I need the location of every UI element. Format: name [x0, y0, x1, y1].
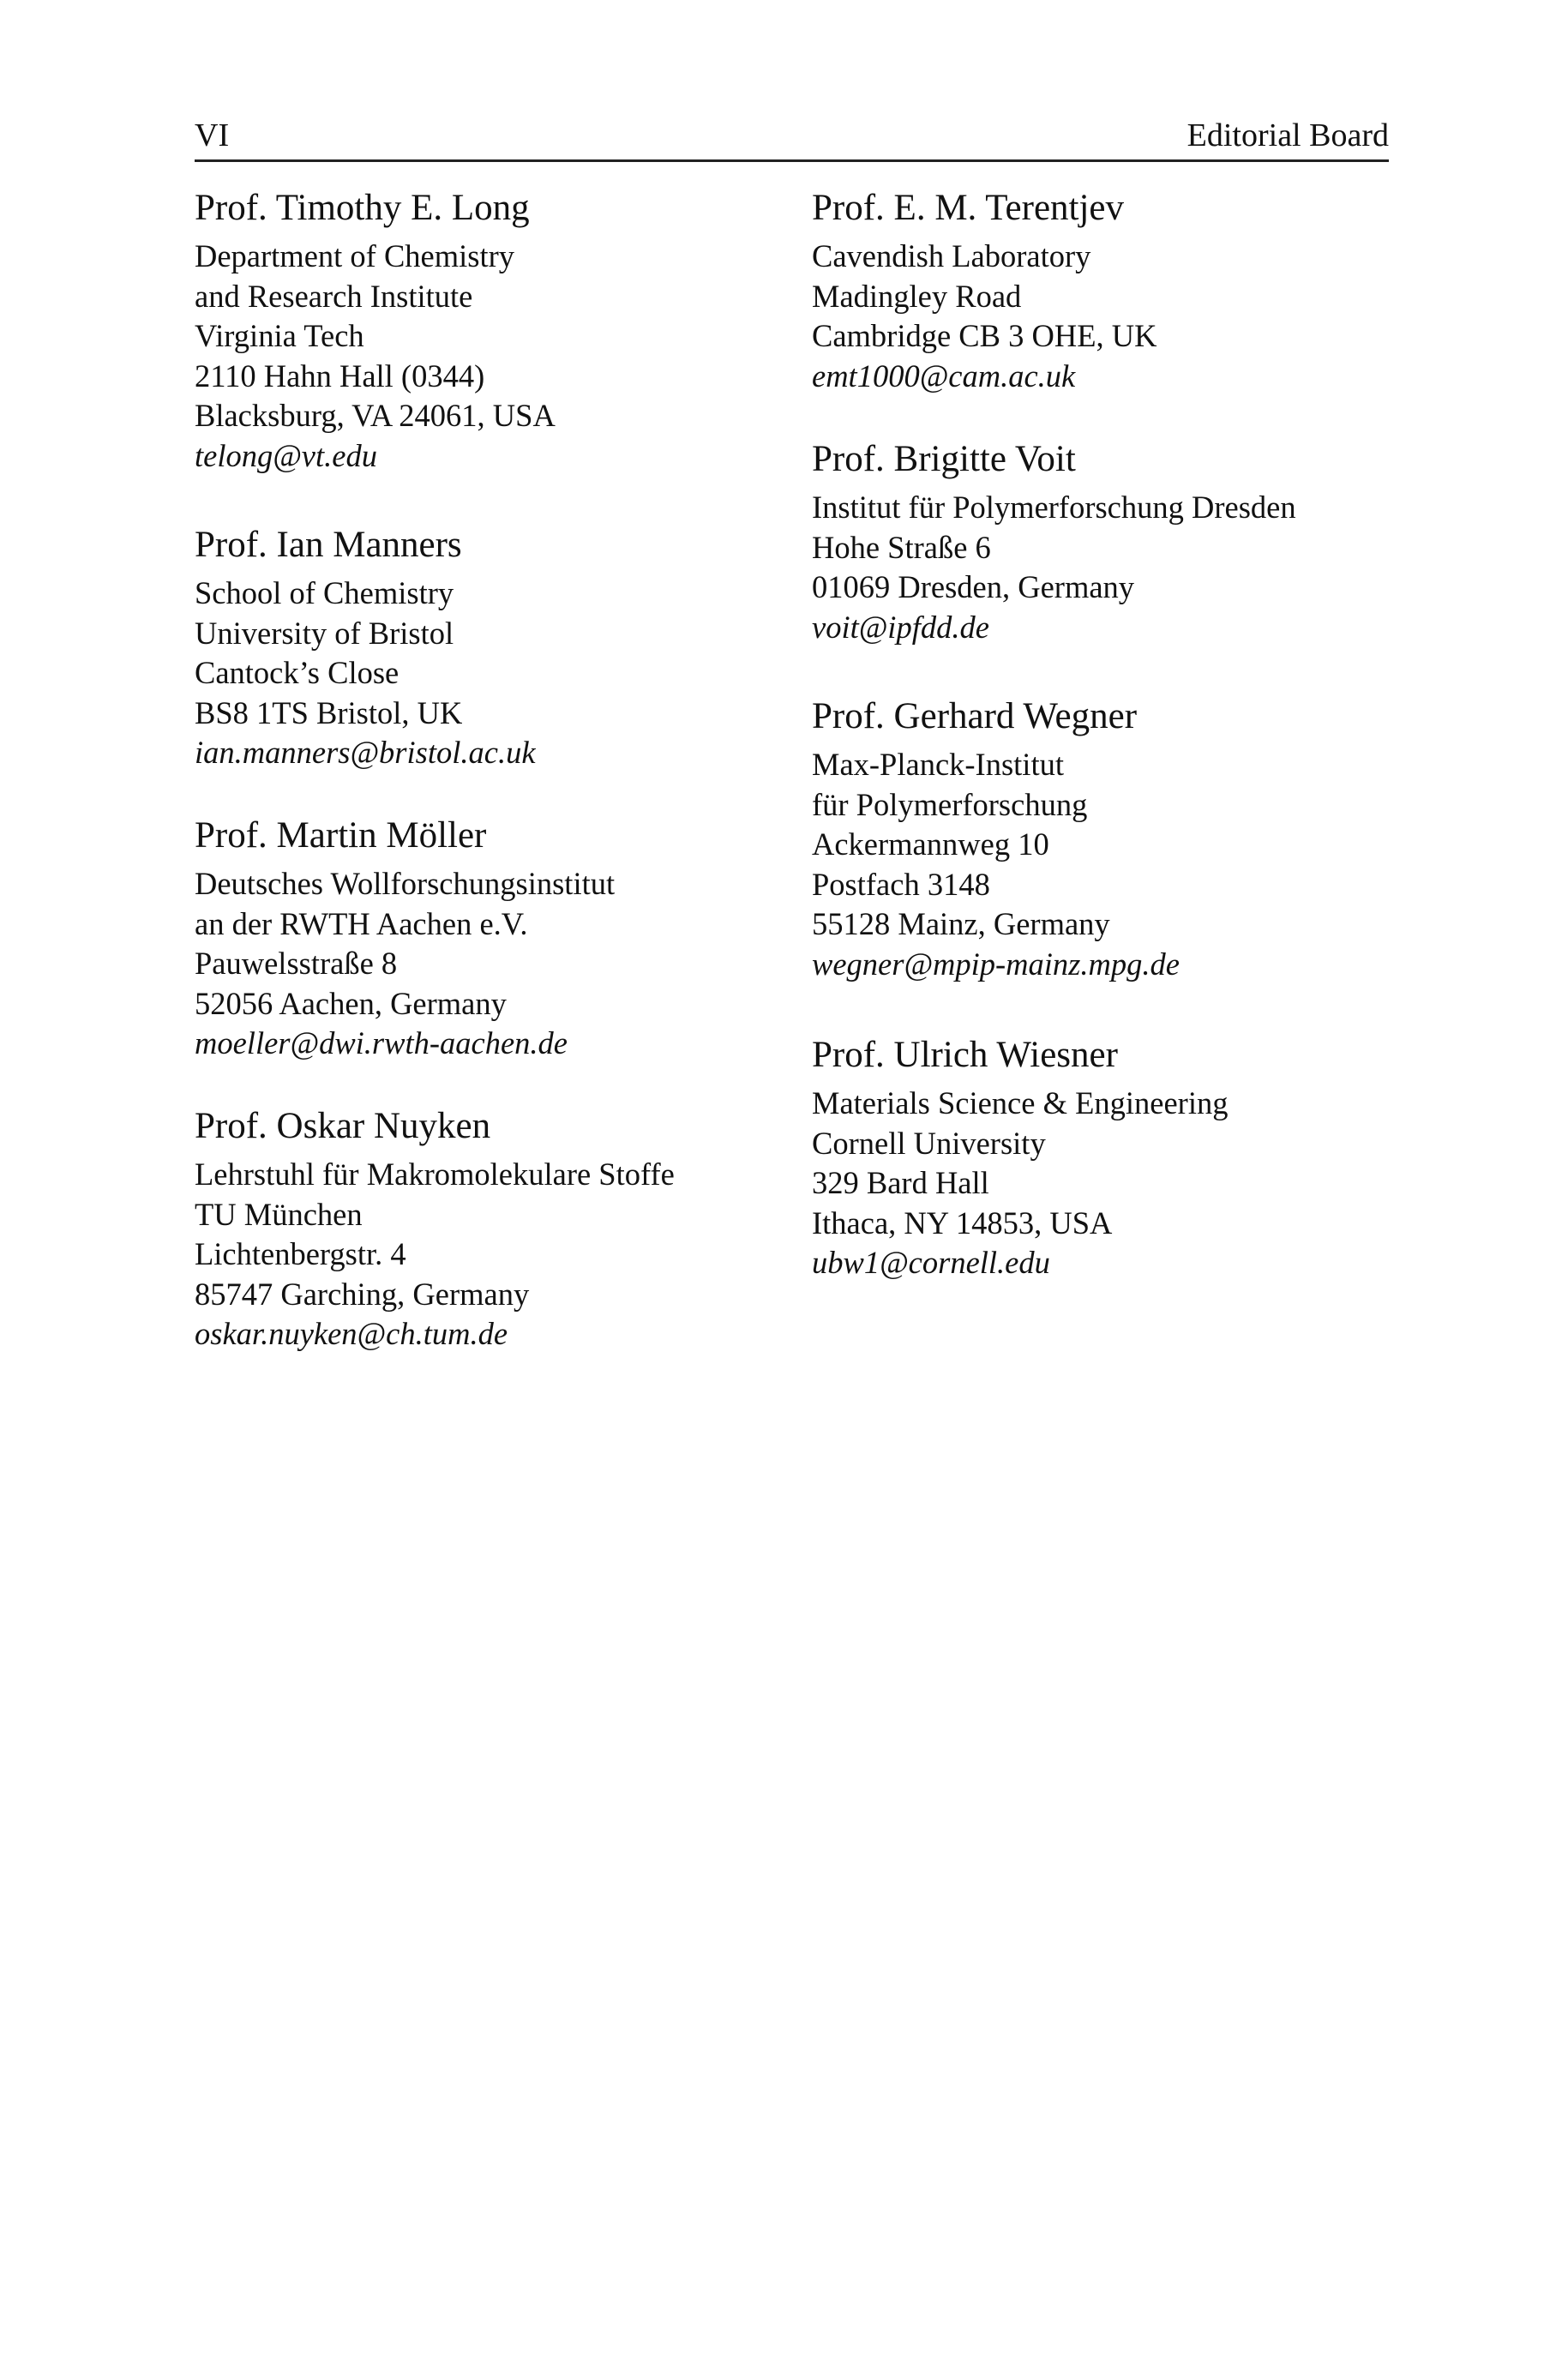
- address-line: Postfach 3148: [812, 866, 990, 902]
- address-line: 2110 Hahn Hall (0344): [195, 357, 485, 393]
- address-line: Institut für Polymerforschung Dresden: [812, 490, 1296, 525]
- address-line: TU München: [195, 1196, 363, 1232]
- editor-entry: [812, 1029, 1412, 1283]
- address-line: Hohe Straße 6: [812, 529, 991, 565]
- editor-email: voit@ipfdd.de: [812, 609, 989, 645]
- address-line: Materials Science & Engineering: [812, 1085, 1229, 1120]
- address-line: Blacksburg, VA 24061, USA: [195, 398, 556, 433]
- editor-name: Prof. E. M. Terentjev: [812, 188, 1125, 228]
- editor-name: Prof. Ian Manners: [195, 525, 462, 565]
- address-line: 52056 Aachen, Germany: [195, 985, 507, 1021]
- address-line: 55128 Mainz, Germany: [812, 906, 1110, 941]
- address-line: Lehrstuhl für Makromolekulare Stoffe: [195, 1156, 675, 1192]
- editor-entry: [195, 182, 795, 476]
- address-line: Madingley Road: [812, 278, 1022, 314]
- editor-email: ubw1@cornell.edu: [812, 1245, 1050, 1280]
- address-line: Department of Chemistry: [195, 238, 515, 273]
- editor-entry: [195, 1100, 795, 1355]
- editor-entry: [195, 809, 795, 1064]
- address-line: Max-Planck-Institut: [812, 747, 1064, 782]
- address-line: Cornell University: [812, 1125, 1046, 1161]
- address-line: 01069 Dresden, Germany: [812, 569, 1135, 604]
- editor-name: Prof. Oskar Nuyken: [195, 1106, 491, 1146]
- editor-entry: [195, 519, 795, 773]
- editor-entry: [812, 433, 1412, 647]
- address-line: Pauwelsstraße 8: [195, 946, 398, 981]
- address-line: 85747 Garching, Germany: [195, 1276, 530, 1312]
- editor-name: Prof. Gerhard Wegner: [812, 696, 1138, 736]
- editor-name: Prof. Brigitte Voit: [812, 439, 1076, 479]
- editor-email: telong@vt.edu: [195, 437, 377, 473]
- address-line: BS8 1TS Bristol, UK: [195, 694, 463, 730]
- address-line: an der RWTH Aachen e.V.: [195, 905, 528, 941]
- editor-email: oskar.nuyken@ch.tum.de: [195, 1316, 508, 1351]
- address-line: Cavendish Laboratory: [812, 238, 1091, 273]
- address-line: Deutsches Wollforschungsinstitut: [195, 866, 616, 901]
- editor-name: Prof. Ulrich Wiesner: [812, 1035, 1118, 1075]
- editor-name: Prof. Martin Möller: [195, 815, 487, 856]
- editor-email: ian.manners@bristol.ac.uk: [195, 735, 536, 770]
- address-line: School of Chemistry: [195, 575, 454, 610]
- address-line: Cantock’s Close: [195, 655, 400, 690]
- address-line: Cambridge CB 3 OHE, UK: [812, 318, 1157, 353]
- address-line: Virginia Tech: [195, 318, 364, 353]
- address-line: für Polymerforschung: [812, 786, 1088, 822]
- address-line: Lichtenbergstr. 4: [195, 1236, 406, 1271]
- editor-email: emt1000@cam.ac.uk: [812, 357, 1076, 393]
- editor-name: Prof. Timothy E. Long: [195, 188, 530, 228]
- editor-email: wegner@mpip-mainz.mpg.de: [812, 946, 1180, 982]
- section-title: Editorial Board: [1187, 117, 1389, 153]
- address-line: University of Bristol: [195, 615, 454, 651]
- address-line: and Research Institute: [195, 278, 473, 314]
- page-number: VI: [195, 117, 230, 153]
- editor-email: moeller@dwi.rwth-aachen.de: [195, 1025, 568, 1060]
- address-line: Ithaca, NY 14853, USA: [812, 1205, 1113, 1241]
- address-line: Ackermannweg 10: [812, 826, 1049, 862]
- editor-entry: [812, 690, 1412, 984]
- editor-entry: [812, 182, 1412, 396]
- address-line: 329 Bard Hall: [812, 1165, 989, 1200]
- page-header: [195, 111, 1389, 162]
